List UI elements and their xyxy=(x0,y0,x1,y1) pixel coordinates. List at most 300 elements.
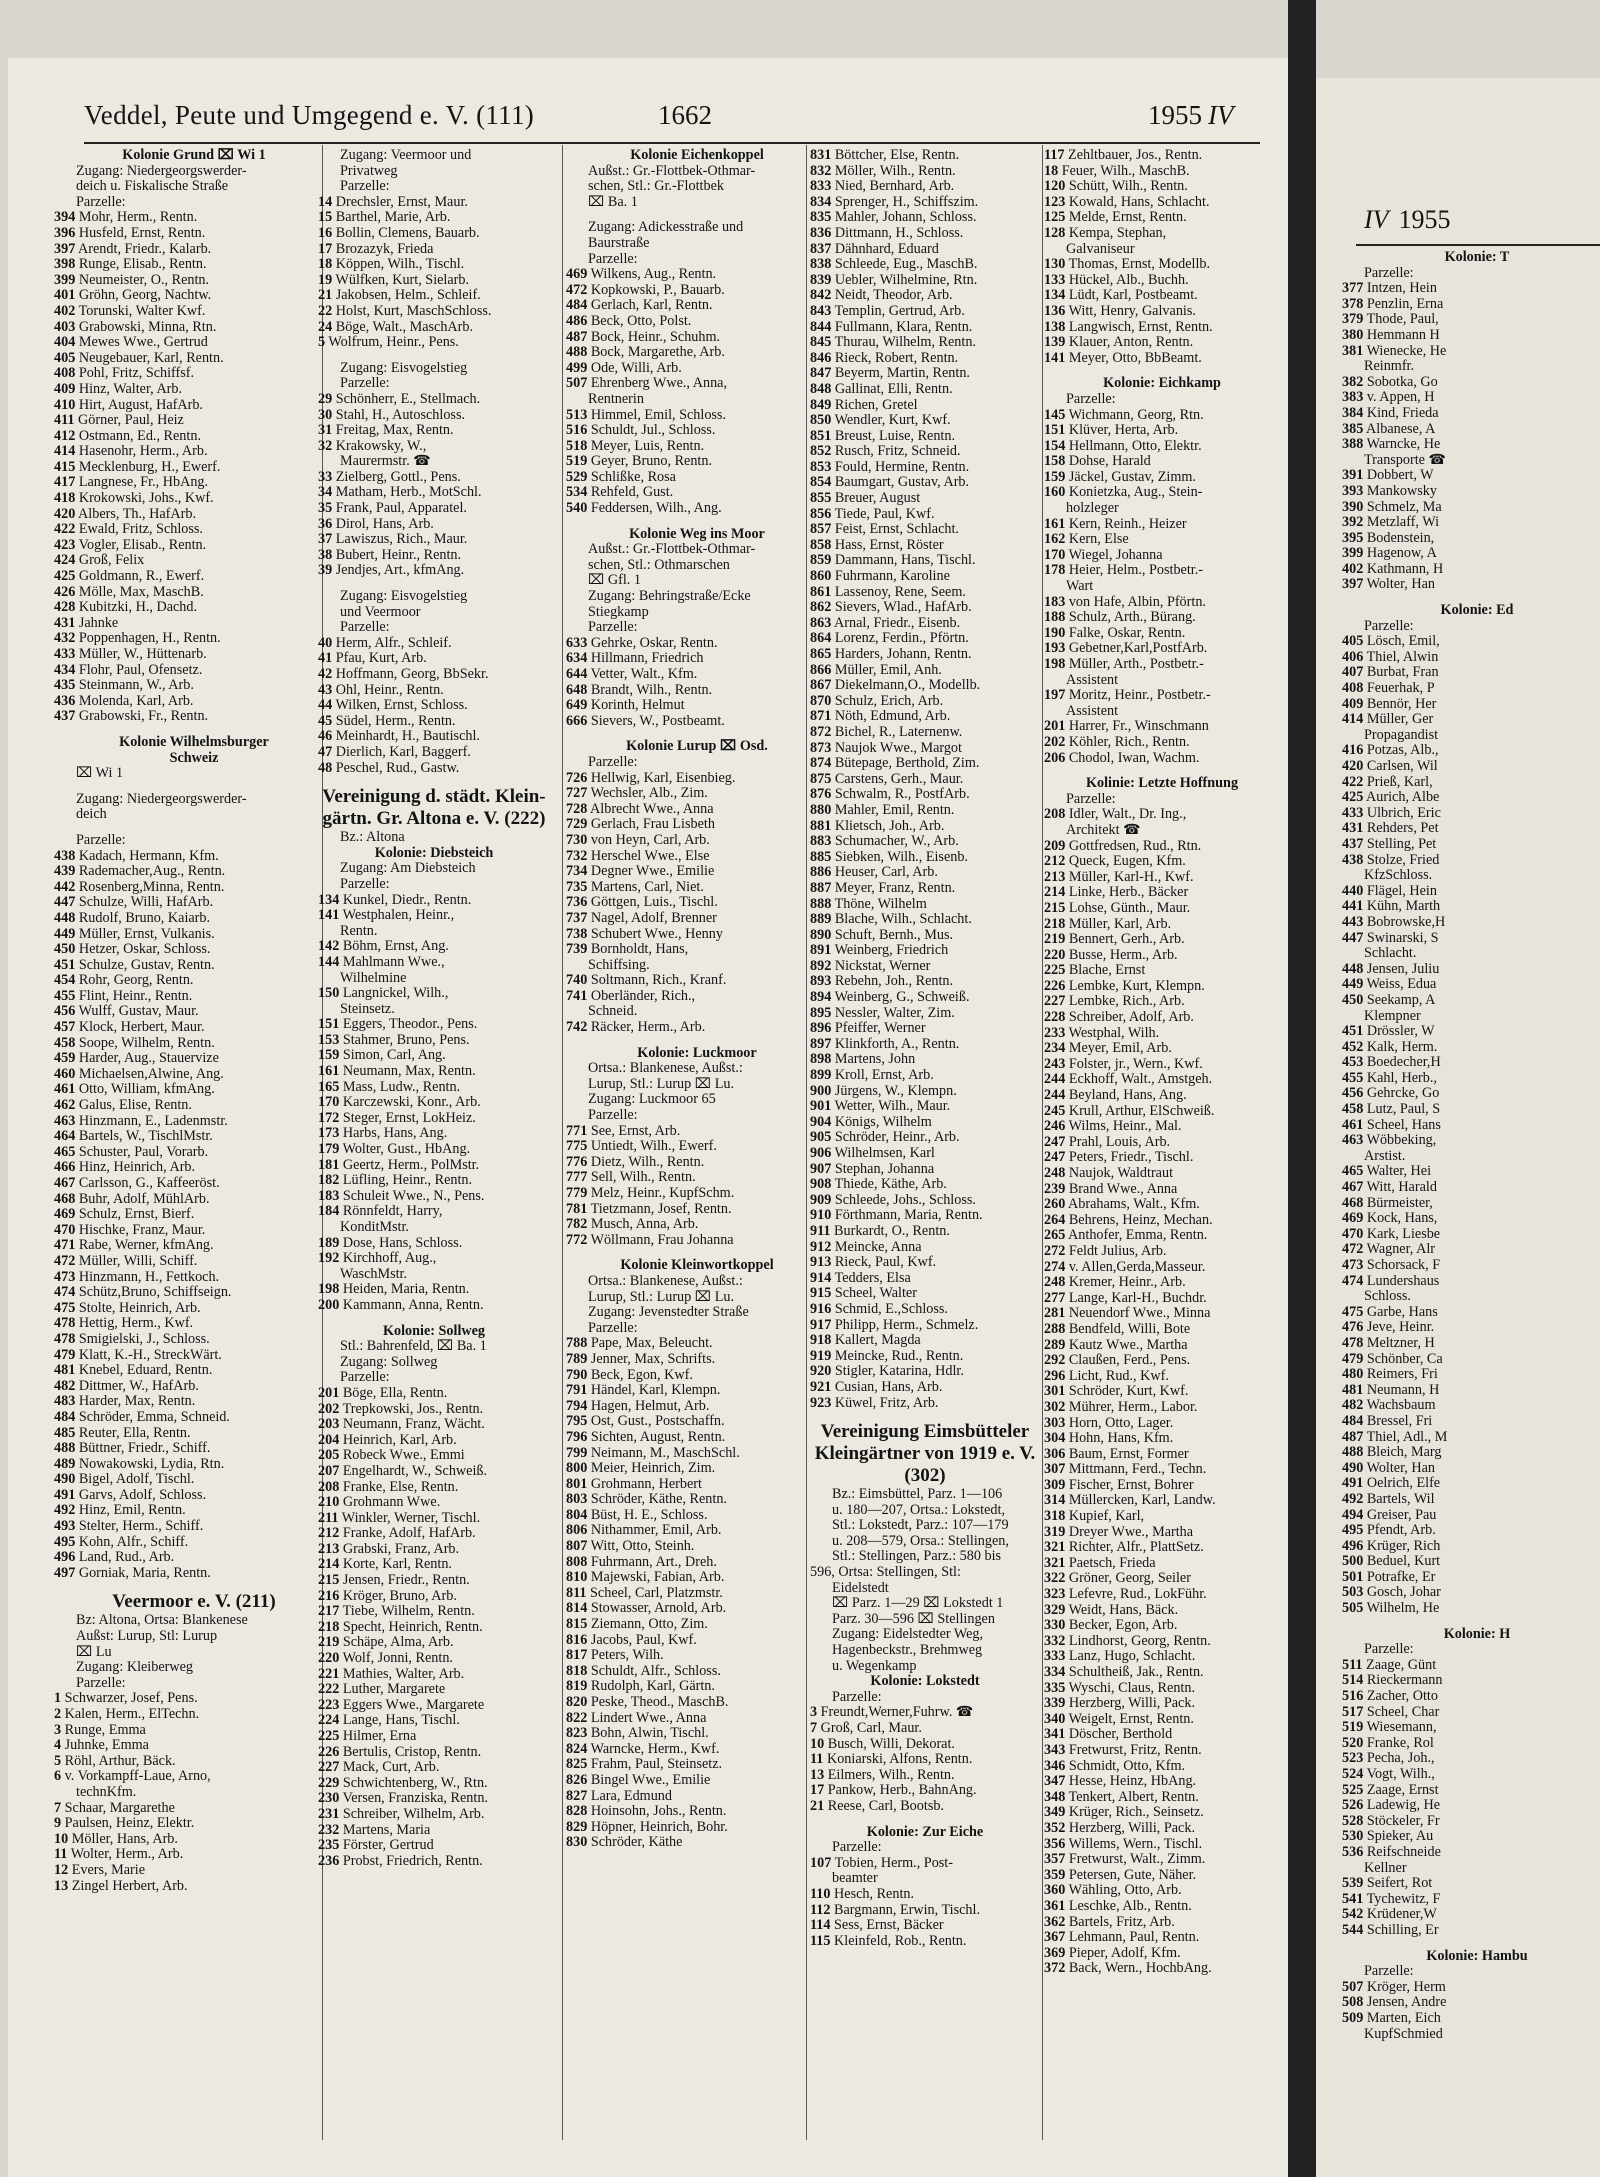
list-item: 833 Nied, Bernhard, Arb. xyxy=(810,178,955,195)
parcel-number: 4 xyxy=(54,1737,62,1754)
parcel-number: 846 xyxy=(810,349,832,366)
list-item: 46 Meinhardt, H., Bautischl. xyxy=(318,728,480,745)
list-item: 791 Händel, Karl, Klempn. xyxy=(566,1382,721,1399)
list-item: 788 Pape, Max, Beleucht. xyxy=(566,1335,713,1352)
list-item-line: Assistent xyxy=(1066,702,1119,719)
parcel-number: 48 xyxy=(318,759,333,776)
parcel-number: 530 xyxy=(1342,1828,1364,1845)
parcel-number: 5 xyxy=(54,1752,62,1769)
parcel-number: 343 xyxy=(1044,1741,1066,1758)
list-item: 516 Zacher, Otto xyxy=(1342,1688,1438,1705)
list-item: 539 Seifert, Rot xyxy=(1342,1875,1433,1892)
parcel-number: 224 xyxy=(318,1712,340,1729)
parcel-number: 817 xyxy=(566,1647,588,1664)
list-item: 824 Warncke, Herm., Kwf. xyxy=(566,1740,720,1757)
parcel-number: 495 xyxy=(54,1533,76,1550)
list-item: 1 Schwarzer, Josef, Pens. xyxy=(54,1690,198,1707)
list-item: 216 Kröger, Bruno, Arb. xyxy=(318,1587,457,1604)
list-item-line: Rentn. xyxy=(340,922,378,939)
parcel-number: 823 xyxy=(566,1725,588,1742)
parcel-number: 432 xyxy=(54,630,76,647)
parcel-number: 301 xyxy=(1044,1383,1066,1400)
right-page-header: IV 1955 xyxy=(1364,205,1451,234)
parcel-number: 505 xyxy=(1342,1600,1364,1617)
parcel-number: 139 xyxy=(1044,334,1066,351)
parcel-number: 145 xyxy=(1044,406,1066,423)
list-item: 379 Thode, Paul, xyxy=(1342,311,1439,328)
list-item: 396 Husfeld, Ernst, Rentn. xyxy=(54,224,206,241)
list-item: 22 Holst, Kurt, MaschSchloss. xyxy=(318,302,492,319)
parcel-number: 825 xyxy=(566,1756,588,1773)
list-item: 740 Soltmann, Rich., Kranf. xyxy=(566,972,727,989)
parcel-number: 467 xyxy=(54,1175,76,1191)
list-item: 18 Köppen, Wilh., Tischl. xyxy=(318,256,465,273)
list-item: 742 Räcker, Herm., Arb. xyxy=(566,1019,706,1036)
parcel-number: 215 xyxy=(1044,899,1066,916)
parcel-number: 292 xyxy=(1044,1352,1066,1369)
parcel-number: 497 xyxy=(54,1564,76,1581)
parcel-number: 423 xyxy=(54,536,76,553)
list-item: 219 Bennert, Gerh., Arb. xyxy=(1044,931,1185,948)
parcel-number: 115 xyxy=(810,1932,831,1949)
parcel-number: 395 xyxy=(1342,529,1364,546)
list-item: 500 Beduel, Kurt xyxy=(1342,1553,1441,1570)
parcel-number: 426 xyxy=(54,583,76,600)
parcel-number: 200 xyxy=(318,1296,340,1313)
parcel-number: 347 xyxy=(1044,1773,1066,1790)
list-item: 341 Döscher, Berthold xyxy=(1044,1726,1173,1743)
parcel-number: 160 xyxy=(1044,484,1066,501)
list-item: 2 Kalen, Herm., ElTechn. xyxy=(54,1706,200,1722)
parcel-number: 34 xyxy=(318,484,333,501)
list-item: 779 Melz, Heinr., KupfSchm. xyxy=(566,1185,735,1201)
parcel-number: 288 xyxy=(1044,1320,1066,1337)
list-item: 200 Kammann, Anna, Rentn. xyxy=(318,1296,484,1313)
list-item: 494 Greiser, Pau xyxy=(1342,1506,1437,1523)
list-item: 481 Knebel, Eduard, Rentn. xyxy=(54,1362,213,1379)
list-item: 844 Fullmann, Klara, Rentn. xyxy=(810,318,973,335)
list-item: 314 Müllercken, Karl, Landw. xyxy=(1044,1492,1216,1509)
parcel-number: 114 xyxy=(810,1917,831,1934)
list-item-line: KupfSchmied xyxy=(1364,2025,1443,2042)
list-item: 541 Tychewitz, F xyxy=(1342,1890,1441,1907)
parcel-number: 42 xyxy=(318,666,333,682)
parcel-number: 466 xyxy=(54,1159,76,1176)
parcel-number: 377 xyxy=(1342,280,1364,297)
parcel-number: 411 xyxy=(54,412,75,429)
parcel-number: 229 xyxy=(318,1774,340,1791)
parcel-number: 898 xyxy=(810,1051,832,1068)
list-item: 4 Juhnke, Emma xyxy=(54,1737,149,1754)
parcel-number: 782 xyxy=(566,1216,588,1233)
parcel-number: 739 xyxy=(566,941,588,958)
parcel-number: 484 xyxy=(1342,1412,1364,1429)
list-item-line: Außst: Lurup, Stl: Lurup xyxy=(76,1628,218,1645)
list-item: 799 Neimann, M., MaschSchl. xyxy=(566,1444,740,1461)
right-page-column xyxy=(1342,250,1600,2042)
list-item: 21 Reese, Carl, Bootsb. xyxy=(810,1797,944,1814)
parcel-number: 405 xyxy=(1342,633,1364,650)
parcel-number: 441 xyxy=(1342,898,1364,915)
list-item-line: Bz.: Eimsbüttel, Parz. 1—106 xyxy=(832,1486,1003,1503)
parcel-number: 799 xyxy=(566,1444,588,1461)
parcel-number: 159 xyxy=(318,1047,340,1064)
parcel-number: 469 xyxy=(54,1206,76,1223)
parcel-number: 134 xyxy=(1044,287,1066,304)
list-item: 403 Grabowski, Minna, Rtn. xyxy=(54,318,217,335)
list-item: 182 Lüfling, Heinr., Rentn. xyxy=(318,1172,473,1189)
parcel-number: 779 xyxy=(566,1185,588,1201)
list-item: 234 Meyer, Emil, Arb. xyxy=(1044,1040,1172,1057)
list-item: 737 Nagel, Adolf, Brenner xyxy=(566,909,717,926)
list-item: 503 Gosch, Johar xyxy=(1342,1584,1441,1601)
parcel-number: 447 xyxy=(54,894,76,911)
parcel-number: 369 xyxy=(1044,1944,1066,1961)
parcel-number: 771 xyxy=(566,1122,588,1139)
parcel-number: 529 xyxy=(566,468,588,485)
parcel-number: 209 xyxy=(1044,837,1066,854)
list-item: 856 Tiede, Paul, Kwf. xyxy=(810,505,935,522)
parcel-number: 832 xyxy=(810,162,832,179)
parcel-number: 728 xyxy=(566,800,588,817)
parcel-number: 486 xyxy=(566,312,588,329)
list-item-line: Bz: Altona, Ortsa: Blankenese xyxy=(76,1612,248,1629)
list-item: 133 Hückel, Alb., Buchh. xyxy=(1044,271,1189,288)
parcel-number: 36 xyxy=(318,515,333,532)
list-item: 213 Müller, Karl-H., Kwf. xyxy=(1044,868,1194,885)
parcel-number: 742 xyxy=(566,1019,588,1036)
list-item: 441 Kühn, Marth xyxy=(1342,898,1441,915)
list-item: 408 Feuerhak, P xyxy=(1342,680,1435,697)
list-item: 495 Pfendt, Arb. xyxy=(1342,1522,1436,1539)
list-item: 170 Karczewski, Konr., Arb. xyxy=(318,1094,481,1111)
list-item: 830 Schröder, Käthe xyxy=(566,1834,683,1851)
list-item-line: WaschMstr. xyxy=(340,1265,408,1282)
parcel-number: 475 xyxy=(54,1299,76,1316)
parcel-number: 737 xyxy=(566,909,588,926)
list-item: 392 Metzlaff, Wi xyxy=(1342,514,1440,531)
section-heading: Kolonie Lurup ⌧ Osd. xyxy=(626,738,768,755)
list-item: 456 Wulff, Gustav, Maur. xyxy=(54,1003,199,1020)
list-item: 239 Brand Wwe., Anna xyxy=(1044,1180,1178,1197)
list-item: 10 Möller, Hans, Arb. xyxy=(54,1830,178,1847)
parcel-number: 491 xyxy=(1342,1475,1364,1492)
list-item-line: Architekt ☎ xyxy=(1066,821,1141,838)
list-item: 220 Wolf, Jonni, Rentn. xyxy=(318,1650,453,1667)
parcel-number: 189 xyxy=(318,1234,340,1251)
list-item: 479 Klatt, K.-H., StreckWärt. xyxy=(54,1346,222,1363)
list-item: 915 Scheel, Walter xyxy=(810,1285,917,1302)
list-item: 410 Hirt, August, HafArb. xyxy=(54,396,203,413)
list-item: 906 Wilhelmsen, Karl xyxy=(810,1145,935,1161)
list-item: 405 Neugebauer, Karl, Rentn. xyxy=(54,349,224,366)
parcel-number: 904 xyxy=(810,1113,832,1130)
parcel-number: 399 xyxy=(54,271,76,288)
list-item: 449 Weiss, Edua xyxy=(1342,976,1437,993)
parcel-number: 458 xyxy=(1342,1101,1364,1118)
list-item: 854 Baumgart, Gustav, Arb. xyxy=(810,474,970,491)
column-divider xyxy=(1042,145,1043,2140)
list-item: 206 Chodol, Iwan, Wachm. xyxy=(1044,749,1200,766)
parcel-number: 727 xyxy=(566,785,588,802)
running-title: Veddel, Peute und Umgegend e. V. (111) xyxy=(84,100,535,130)
list-item: 432 Poppenhagen, H., Rentn. xyxy=(54,630,221,647)
parcel-number: 193 xyxy=(1044,640,1066,657)
parcel-number: 201 xyxy=(1044,718,1066,735)
list-item-line: Stl.: Stellingen, Parz.: 580 bis xyxy=(832,1548,1002,1565)
parcel-number: 460 xyxy=(54,1065,76,1082)
parcel-number: 123 xyxy=(1044,193,1066,210)
parcel-number: 407 xyxy=(1342,664,1364,681)
parcel-number: 499 xyxy=(566,359,588,376)
list-item: 34 Matham, Herb., MotSchl. xyxy=(318,484,482,501)
parcel-number: 833 xyxy=(810,178,832,195)
list-item: 499 Ode, Willi, Arb. xyxy=(566,359,682,376)
list-item: 911 Burkardt, O., Rentn. xyxy=(810,1222,950,1239)
list-item: 395 Bodenstein, xyxy=(1342,529,1435,546)
parcel-number: 874 xyxy=(810,755,832,772)
list-item: 852 Rusch, Fritz, Schneid. xyxy=(810,443,961,460)
list-item: 872 Bichel, R., Laternenw. xyxy=(810,723,963,740)
list-item-line: Zugang: Luckmoor 65 xyxy=(588,1091,716,1108)
parcel-number: 380 xyxy=(1342,326,1364,343)
parcel-number: 357 xyxy=(1044,1851,1066,1868)
list-item: 816 Jacobs, Paul, Kwf. xyxy=(566,1631,697,1648)
parcel-number: 321 xyxy=(1044,1554,1066,1571)
list-item: 33 Zielberg, Gottl., Pens. xyxy=(318,468,461,485)
parcel-number: 897 xyxy=(810,1035,832,1052)
list-item: 114 Sess, Ernst, Bäcker xyxy=(810,1917,944,1934)
list-item: 277 Lange, Karl-H., Buchdr. xyxy=(1044,1289,1207,1306)
list-item: 529 Schlißke, Rosa xyxy=(566,468,676,485)
parcel-number: 264 xyxy=(1044,1211,1066,1228)
parcel-number: 222 xyxy=(318,1681,340,1698)
parcel-number: 849 xyxy=(810,396,832,413)
list-item: 507 Ehrenberg Wwe., Anna, xyxy=(566,375,728,392)
parcel-number: 321 xyxy=(1044,1539,1066,1556)
list-item: 390 Schmelz, Ma xyxy=(1342,498,1442,515)
list-item: 835 Mahler, Johann, Schloss. xyxy=(810,209,977,226)
list-item: 422 Ewald, Fritz, Schloss. xyxy=(54,521,203,538)
parcel-number: 845 xyxy=(810,334,832,351)
list-item: 891 Weinberg, Friedrich xyxy=(810,942,949,959)
list-item: 472 Kopkowski, P., Bauarb. xyxy=(566,281,725,298)
list-item-line: Arstist. xyxy=(1364,1147,1406,1164)
parcel-number: 479 xyxy=(54,1346,76,1363)
list-item: 18 Feuer, Wilh., MaschB. xyxy=(1044,162,1190,179)
column-1 xyxy=(54,148,334,2158)
parcel-number: 14 xyxy=(318,193,333,210)
parcel-number: 11 xyxy=(54,1846,68,1863)
list-item: 173 Harbs, Hans, Ang. xyxy=(318,1125,448,1142)
parcel-number: 247 xyxy=(1044,1149,1066,1166)
list-item: 179 Wolter, Gust., HbAng. xyxy=(318,1141,471,1158)
list-item: 920 Stigler, Katarina, Hdlr. xyxy=(810,1363,964,1380)
year-and-volume: 1955 IV xyxy=(1148,100,1234,130)
column-4 xyxy=(810,148,1040,2158)
parcel-number: 475 xyxy=(1342,1303,1364,1320)
list-item-line: schen, Stl.: Othmarschen xyxy=(588,556,730,573)
section-heading: Kolonie Kleinwortkoppel xyxy=(620,1257,774,1274)
list-item: 422 Prieß, Karl, xyxy=(1342,773,1433,790)
parcel-number: 450 xyxy=(54,941,76,958)
parcel-number: 837 xyxy=(810,240,832,257)
list-item: 796 Sichten, August, Rentn. xyxy=(566,1428,726,1445)
parcel-number: 438 xyxy=(54,847,76,864)
parcel-number: 915 xyxy=(810,1285,832,1302)
parcel-number: 542 xyxy=(1342,1906,1364,1923)
list-item: 231 Schreiber, Wilhelm, Arb. xyxy=(318,1805,485,1822)
parcel-number: 519 xyxy=(566,453,588,470)
parcel-number: 844 xyxy=(810,318,832,335)
parcel-number: 814 xyxy=(566,1600,588,1617)
list-item: 917 Philipp, Herm., Schmelz. xyxy=(810,1316,979,1333)
parcel-number: 170 xyxy=(318,1094,340,1111)
parcel-number: 29 xyxy=(318,390,333,407)
section-heading: Kolonie: Zur Eiche xyxy=(866,1823,984,1840)
parcel-number: 33 xyxy=(318,468,333,485)
parcel-number: 210 xyxy=(318,1494,340,1511)
parcel-number: 796 xyxy=(566,1428,588,1445)
spacer xyxy=(318,776,550,786)
list-item: 399 Neumeister, O., Rentn. xyxy=(54,271,210,288)
list-item: 228 Schreiber, Adolf, Arb. xyxy=(1044,1009,1194,1026)
parcel-number: 235 xyxy=(318,1837,340,1854)
list-item: 260 Abrahams, Walt., Kfm. xyxy=(1044,1196,1200,1213)
list-item: 887 Meyer, Franz, Rentn. xyxy=(810,879,956,896)
list-item: 264 Behrens, Heinz, Mechan. xyxy=(1044,1211,1213,1228)
list-item: 208 Idler, Walt., Dr. Ing., xyxy=(1044,806,1187,823)
parcel-number: 777 xyxy=(566,1169,588,1186)
section-heading: Kolonie: H xyxy=(1443,1625,1511,1642)
parcel-number: 47 xyxy=(318,743,333,760)
list-item: 402 Torunski, Walter Kwf. xyxy=(54,302,206,319)
parcel-number: 525 xyxy=(1342,1781,1364,1798)
list-item: 141 Westphalen, Heinr., xyxy=(318,907,455,924)
list-item-line: ⌧ Lu xyxy=(76,1643,112,1660)
parcel-number: 528 xyxy=(1342,1812,1364,1829)
list-item: 35 Frank, Paul, Apparatel. xyxy=(318,500,467,517)
list-item: 913 Rieck, Paul, Kwf. xyxy=(810,1254,937,1271)
list-item: 447 Swinarski, S xyxy=(1342,929,1439,946)
parcel-number: 912 xyxy=(810,1238,832,1255)
section-heading: Kolonie: Diebsteich xyxy=(374,844,494,861)
list-item: 501 Potrafke, Er xyxy=(1342,1568,1436,1585)
parcel-number: 734 xyxy=(566,863,588,880)
list-item: 896 Pfeiffer, Werner xyxy=(810,1020,926,1037)
list-item: 469 Wilkens, Aug., Rentn. xyxy=(566,266,717,283)
parcel-number: 484 xyxy=(54,1408,76,1425)
parcel-number: 470 xyxy=(1342,1225,1364,1242)
parcel-number: 794 xyxy=(566,1397,588,1414)
list-item: 227 Mack, Curt, Arb. xyxy=(318,1759,440,1776)
list-item: 544 Schilling, Er xyxy=(1342,1921,1439,1938)
list-item: 343 Fretwurst, Fritz, Rentn. xyxy=(1044,1741,1202,1758)
list-item: 519 Geyer, Bruno, Rentn. xyxy=(566,453,713,470)
list-item: 29 Schönherr, E., Stellmach. xyxy=(318,390,481,407)
list-item: 14 Drechsler, Ernst, Maur. xyxy=(318,193,468,210)
list-item: 393 Mankowsky xyxy=(1342,482,1437,499)
parcel-number: 480 xyxy=(1342,1366,1364,1383)
list-item: 32 Krakowsky, W., xyxy=(318,437,427,454)
parcel-number: 428 xyxy=(54,599,76,616)
list-item: 40 Herm, Alfr., Schleif. xyxy=(318,634,452,651)
list-item: 352 Herzberg, Willi, Pack. xyxy=(1044,1819,1195,1836)
parcel-number: 162 xyxy=(1044,531,1066,548)
parcel-number: 183 xyxy=(318,1187,340,1204)
parcel-number: 322 xyxy=(1044,1570,1066,1587)
list-item: 880 Mahler, Emil, Rentn. xyxy=(810,801,955,818)
parcel-number: 437 xyxy=(1342,835,1364,852)
list-item: 857 Feist, Ernst, Schlacht. xyxy=(810,521,959,538)
parcel-number: 391 xyxy=(1342,467,1364,484)
list-item: 265 Anthofer, Emma, Rentn. xyxy=(1044,1227,1208,1244)
list-item: 161 Neumann, Max, Rentn. xyxy=(318,1063,476,1080)
list-item: 482 Dittmer, W., HafArb. xyxy=(54,1377,199,1394)
parcel-number: 816 xyxy=(566,1631,588,1648)
list-item-line: Reinmfr. xyxy=(1364,358,1415,375)
list-item: 193 Gebetner,Karl,PostfArb. xyxy=(1044,640,1208,657)
list-item: 482 Wachsbaum xyxy=(1342,1397,1436,1414)
parcel-number: 244 xyxy=(1044,1071,1066,1088)
list-item: 377 Intzen, Hein xyxy=(1342,280,1437,297)
parcel-number: 885 xyxy=(810,848,832,865)
parcel-number: 402 xyxy=(1342,560,1364,577)
parcel-number: 536 xyxy=(1342,1843,1364,1860)
list-item: 516 Schuldt, Jul., Schloss. xyxy=(566,422,716,439)
list-item: 858 Hass, Ernst, Röster xyxy=(810,536,944,553)
list-item: 384 Kind, Frieda xyxy=(1342,404,1439,421)
parcel-number: 488 xyxy=(566,344,588,361)
parcel-number: 182 xyxy=(318,1172,340,1189)
list-item: 454 Rohr, Georg, Rentn. xyxy=(54,972,194,989)
list-item: 425 Aurich, Albe xyxy=(1342,789,1440,806)
list-item: 846 Rieck, Robert, Rentn. xyxy=(810,349,959,366)
parcel-number: 807 xyxy=(566,1538,588,1555)
list-item: 404 Mewes Wwe., Gertrud xyxy=(54,334,208,351)
list-item: 484 Bressel, Fri xyxy=(1342,1412,1433,1429)
list-item: 431 Rehders, Pet xyxy=(1342,820,1439,837)
parcel-number: 848 xyxy=(810,380,832,397)
parcel-number: 472 xyxy=(1342,1241,1364,1258)
parcel-number: 230 xyxy=(318,1790,340,1807)
list-item: 243 Folster, jr., Wern., Kwf. xyxy=(1044,1055,1203,1072)
parcel-number: 216 xyxy=(318,1587,340,1604)
list-item: 831 Böttcher, Else, Rentn. xyxy=(810,148,960,163)
list-item: 190 Falke, Oskar, Rentn. xyxy=(1044,624,1186,641)
list-item-line: Parzelle: xyxy=(1364,1641,1414,1658)
list-item: 819 Rudolph, Karl, Gärtn. xyxy=(566,1678,715,1695)
list-item: 212 Queck, Eugen, Kfm. xyxy=(1044,853,1186,870)
parcel-number: 244 xyxy=(1044,1087,1066,1104)
parcel-number: 150 xyxy=(318,985,340,1002)
parcel-number: 509 xyxy=(1342,2009,1364,2026)
list-item: 323 Lefevre, Rud., LokFühr. xyxy=(1044,1586,1207,1603)
list-item: 480 Reimers, Fri xyxy=(1342,1366,1438,1383)
parcel-number: 416 xyxy=(1342,742,1364,759)
parcel-number: 318 xyxy=(1044,1508,1066,1525)
parcel-number: 236 xyxy=(318,1852,340,1869)
parcel-number: 424 xyxy=(54,552,76,569)
list-item: 227 Lembke, Rich., Arb. xyxy=(1044,993,1185,1010)
parcel-number: 128 xyxy=(1044,224,1066,241)
parcel-number: 634 xyxy=(566,650,588,667)
parcel-number: 518 xyxy=(566,437,588,454)
parcel-number: 471 xyxy=(54,1237,76,1254)
list-item: 232 Martens, Maria xyxy=(318,1821,431,1838)
parcel-number: 22 xyxy=(318,302,333,319)
list-item-line: Baurstraße xyxy=(588,234,650,251)
